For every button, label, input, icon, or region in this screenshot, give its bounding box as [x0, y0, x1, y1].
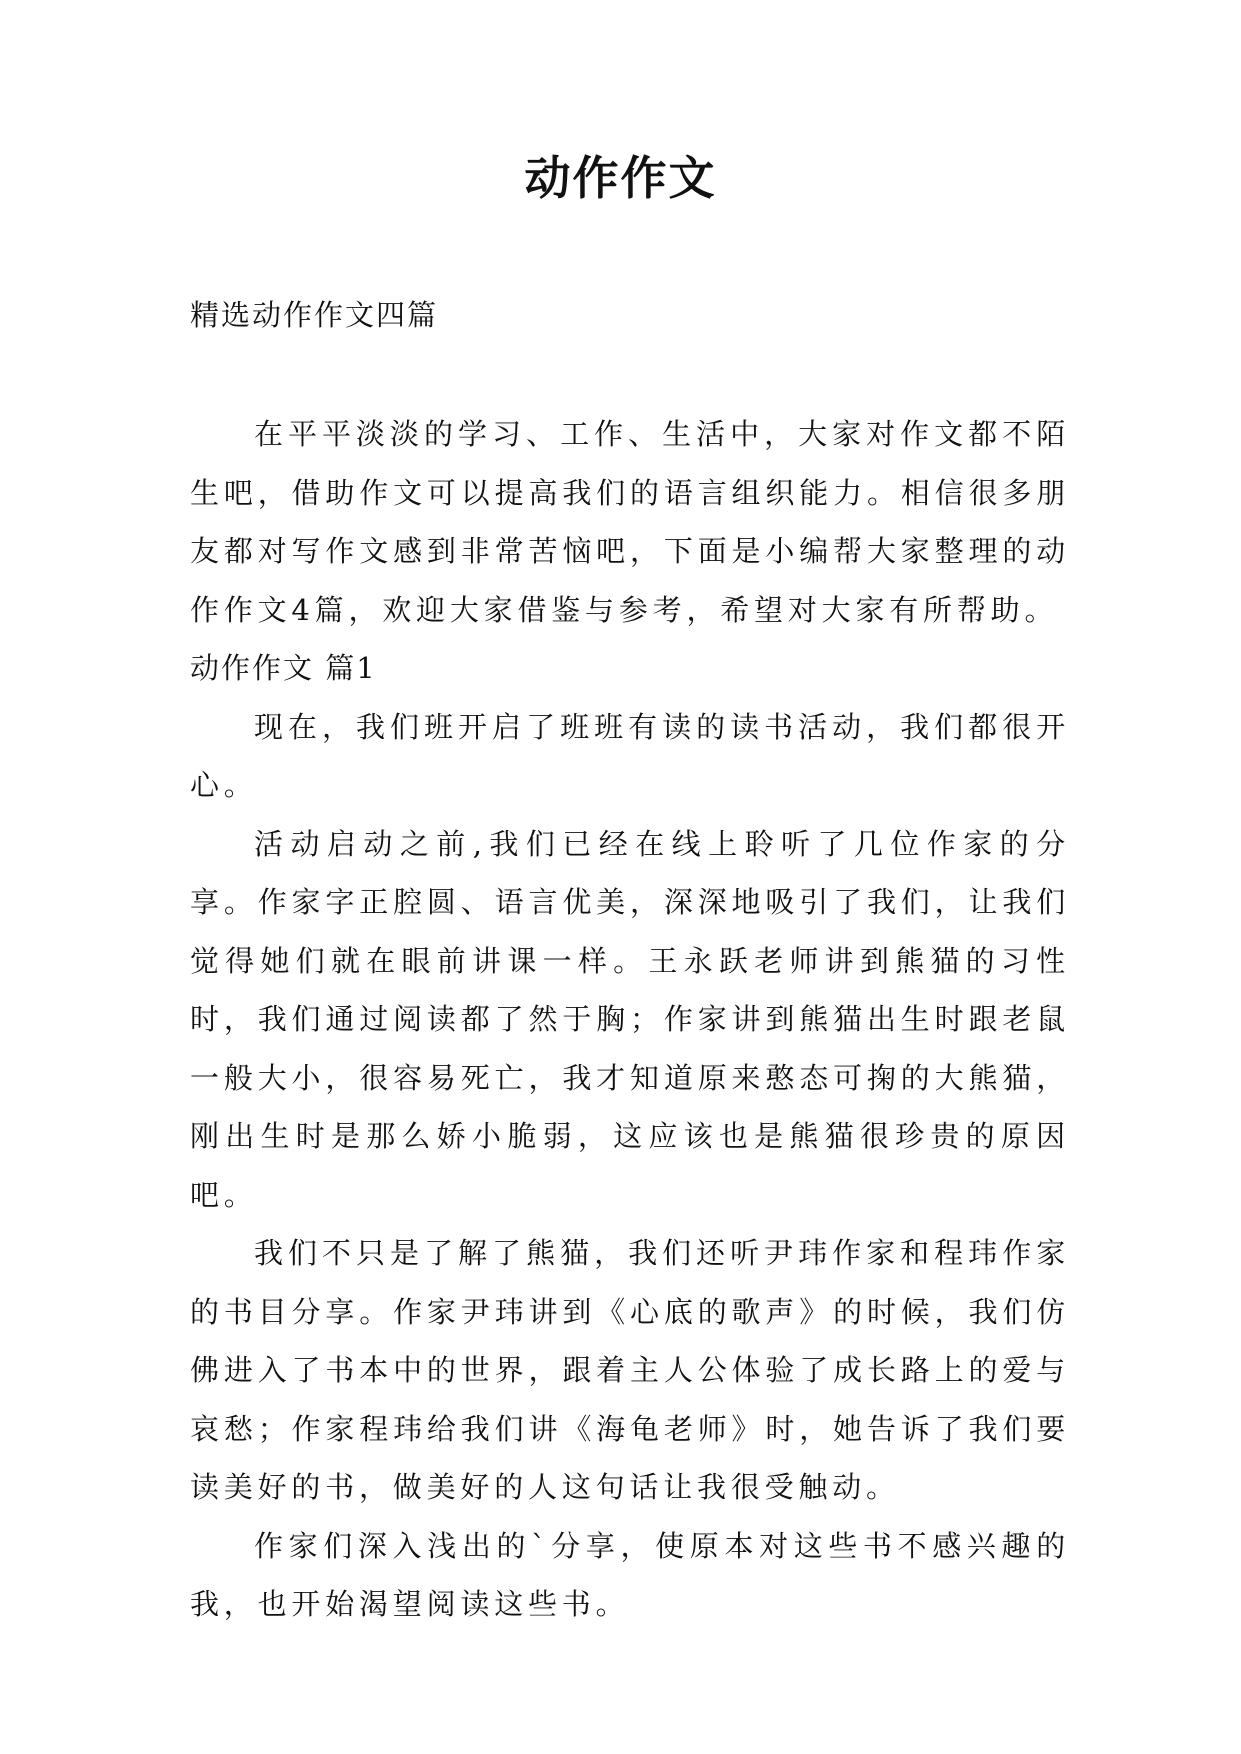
body-paragraph: 现在，我们班开启了班班有读的读书活动，我们都很开心。: [190, 709, 1070, 802]
document-subtitle: 精选动作作文四篇: [190, 298, 439, 332]
body-paragraph: 作家们深入浅出的`分享，使原本对这些书不感兴趣的我，也开始渴望阅读这些书。: [190, 1528, 1070, 1621]
section-heading: 动作作文 篇1: [190, 651, 377, 685]
document-body: [190, 405, 1070, 1634]
body-paragraph: 活动启动之前,我们已经在线上聆听了几位作家的分享。作家字正腔圆、语言优美，深深地吸引了我们，让我们觉得她们就在眼前讲课一样。王永跃老师讲到熊猫的习性时，我们通过阅读都了然于胸；作家讲到熊猫出生时跟老鼠一般大小，很容易死亡，我才知道原来憨态可掬的大熊猫，刚出生时是那么娇小脆弱，这应该也是熊猫很珍贵的原因吧。: [190, 826, 1070, 1212]
intro-paragraph: 在平平淡淡的学习、工作、生活中，大家对作文都不陌生吧，借助作文可以提高我们的语言组织能力。相信很多朋友都对写作文感到非常苦恼吧，下面是小编帮大家整理的动作作文4篇，欢迎大家借鉴与参考，希望对大家有所帮助。: [190, 417, 1070, 627]
body-paragraph: 我们不只是了解了熊猫，我们还听尹玮作家和程玮作家的书目分享。作家尹玮讲到《心底的歌声》的时候，我们仿佛进入了书本中的世界，跟着主人公体验了成长路上的爱与哀愁；作家程玮给我们讲《海龟老师》时，她告诉了我们要读美好的书，做美好的人这句话让我很受触动。: [190, 1236, 1070, 1504]
document-title: 动作作文: [524, 151, 717, 205]
